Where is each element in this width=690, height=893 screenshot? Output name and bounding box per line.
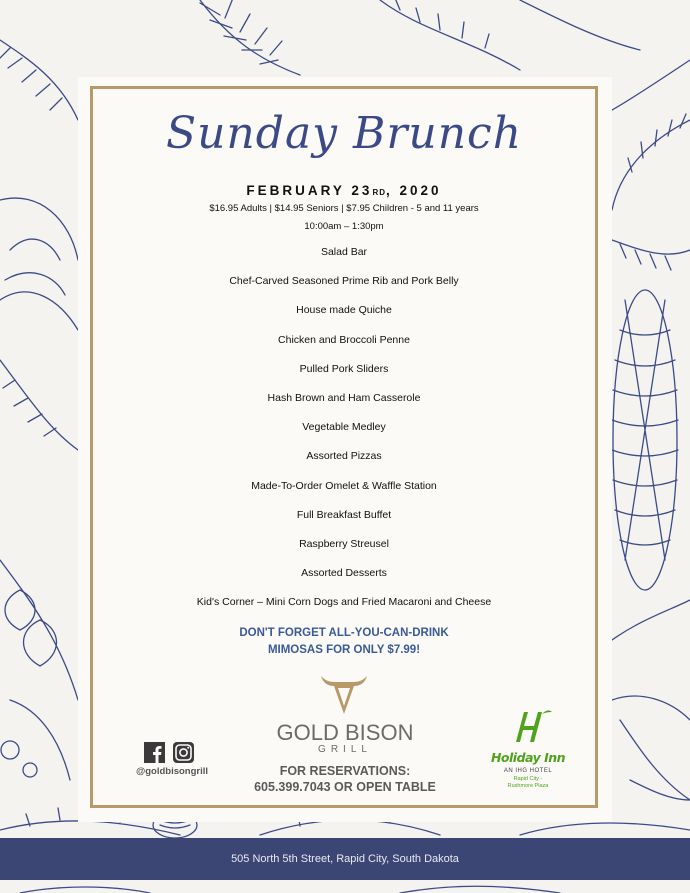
promo-line-1: DON'T FORGET ALL-YOU-CAN-DRINK: [239, 627, 449, 639]
menu-list: [90, 244, 598, 623]
date-year: , 2020: [386, 183, 442, 198]
menu-item: Vegetable Medley: [302, 421, 386, 434]
menu-item: Raspberry Streusel: [299, 537, 389, 550]
price-list: $16.95 Adults | $14.95 Seniors | $7.95 Children - 5 and 11 years: [209, 203, 479, 214]
menu-item: House made Quiche: [296, 304, 392, 317]
promo-line-2: MIMOSAS FOR ONLY $7.99!: [267, 644, 421, 656]
social-handle[interactable]: @goldbisongrill: [135, 766, 209, 777]
brunch-hours: 10:00am – 1:30pm: [304, 221, 384, 232]
hotel-location-line-2: Rushmore Plaza: [507, 783, 549, 789]
hotel-location-line-1: Rapid City -: [513, 776, 543, 782]
instagram-icon[interactable]: [173, 742, 194, 763]
reservations-label: FOR RESERVATIONS:: [279, 764, 411, 778]
menu-item: Full Breakfast Buffet: [296, 508, 392, 521]
hotel-subtitle: AN IHG HOTEL: [503, 768, 553, 774]
event-date: [90, 183, 598, 198]
address: 505 North 5th Street, Rapid City, South Dakota: [231, 853, 459, 865]
brand-sub: GRILL: [318, 744, 372, 755]
reservations: [230, 763, 460, 795]
menu-item: Chef-Carved Seasoned Prime Rib and Pork Belly: [229, 275, 459, 288]
page-title: Sunday Brunch: [165, 108, 523, 159]
menu-item: Salad Bar: [320, 246, 368, 258]
bison-icon: [318, 672, 370, 718]
date-suffix: RD: [372, 188, 387, 197]
hotel-location: [478, 776, 578, 790]
brand-name: GOLD BISON: [276, 720, 414, 745]
hotel-name: Holiday Inn: [490, 750, 566, 765]
facebook-icon[interactable]: [144, 742, 165, 763]
menu-item: Made-To-Order Omelet & Waffle Station: [251, 479, 437, 492]
reservations-phone: 605.399.7043 OR OPEN TABLE: [254, 780, 436, 794]
menu-item: Kid's Corner – Mini Corn Dogs and Fried Macaroni and Cheese: [196, 596, 492, 609]
date-main: FEBRUARY 23: [246, 183, 373, 198]
footer-bar: [0, 838, 690, 880]
mimosa-promo: [90, 625, 598, 659]
menu-item: Hash Brown and Ham Casserole: [267, 391, 421, 404]
menu-item: Chicken and Broccoli Penne: [278, 333, 410, 346]
menu-item: Assorted Desserts: [301, 567, 387, 580]
menu-item: Pulled Pork Sliders: [299, 362, 389, 375]
holiday-inn-h-icon: [502, 706, 554, 748]
menu-item: Assorted Pizzas: [306, 450, 382, 463]
